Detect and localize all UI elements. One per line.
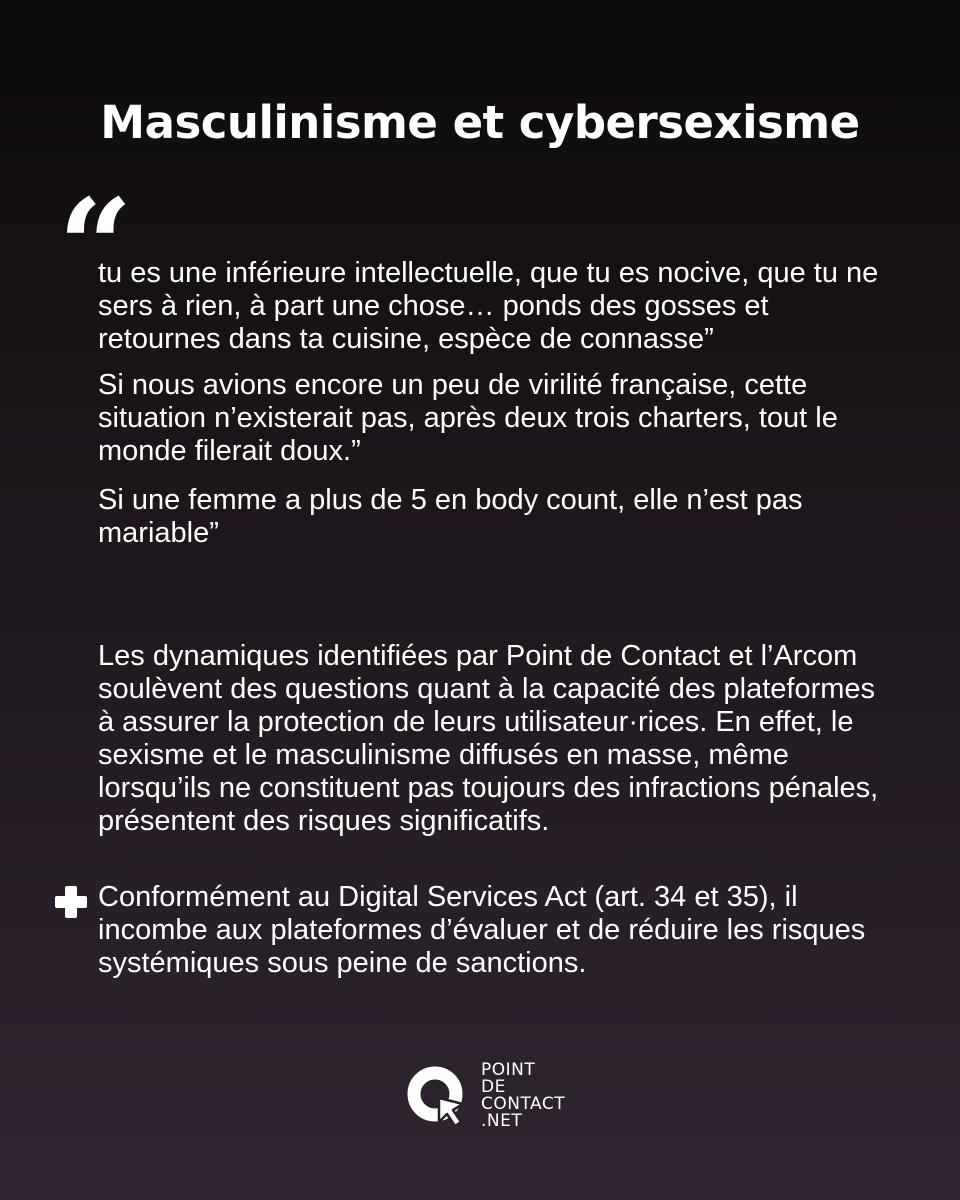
- quote-3: Si une femme a plus de 5 en body count, elle n’est pas mariable”: [98, 484, 803, 549]
- plus-icon: [53, 884, 89, 920]
- logo-line: CONTACT: [481, 1094, 566, 1114]
- point-de-contact-logo: [405, 1056, 565, 1136]
- point-de-contact-logo-icon: [405, 1064, 469, 1128]
- logo-line: DE: [481, 1077, 506, 1097]
- page-title: Masculinisme et cybersexisme: [100, 96, 860, 149]
- logo-wordmark: [481, 1062, 565, 1130]
- analysis-paragraph: Les dynamiques identifiées par Point de Contact et l’Arcom soulèvent des questions quant à la capacité des plateformes à assurer la protection de leurs utilisateur·rices. En effet, le sexisme et le masculinisme diffusés en masse, même lorsqu’ils ne constituent pas toujours des infractions pénales, présentent des risques significatifs.: [98, 640, 879, 837]
- logo-line: .NET: [481, 1111, 523, 1131]
- dsa-highlight: Conformément au Digital Services Act (art. 34 et 35), il incombe aux plateformes d’évaluer et de réduire les risques systémiques sous peine de sanctions.: [98, 881, 866, 979]
- open-quote-icon: “: [58, 170, 133, 323]
- quote-1: tu es une inférieure intellectuelle, que tu es nocive, que tu ne sers à rien, à part une chose… ponds des gosses et retournes dans ta cuisine, espèce de connasse”: [98, 257, 879, 355]
- logo-line: POINT: [481, 1060, 536, 1080]
- quote-2: Si nous avions encore un peu de virilité française, cette situation n’existerait pas, après deux trois charters, tout le monde filerait doux.”: [98, 369, 838, 467]
